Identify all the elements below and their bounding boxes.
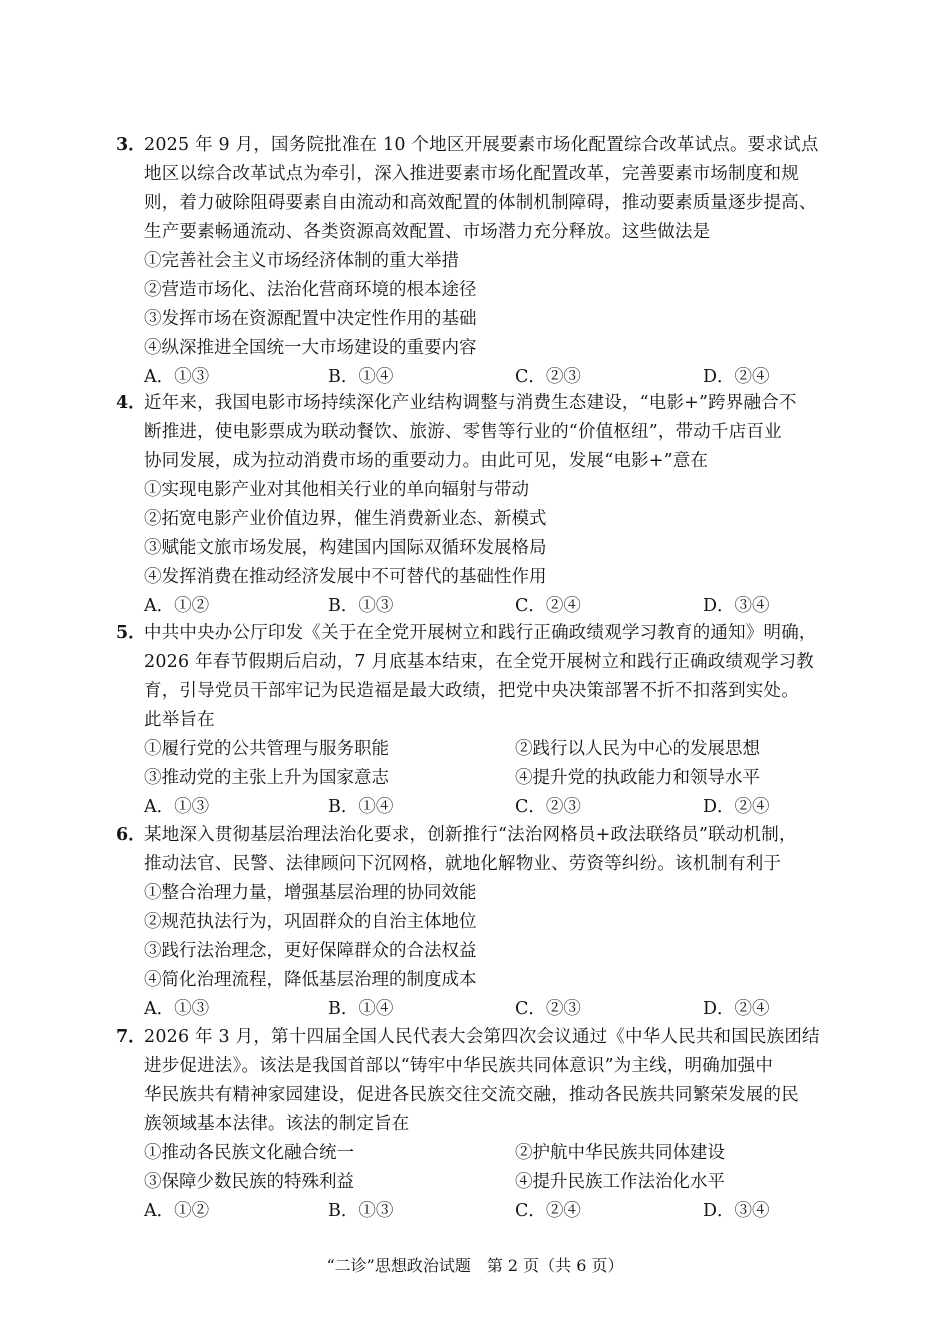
question-number: 7． xyxy=(116,1027,146,1047)
question-number: 6． xyxy=(116,825,146,845)
choice-c: C．②④ xyxy=(515,1201,581,1221)
question-stem-line: 育，引导党员干部牢记为民造福是最大政绩，把党中央决策部署不折不扣落到实处。 xyxy=(144,681,799,701)
statement-option-2: ②拓宽电影产业价值边界，催生消费新业态、新模式 xyxy=(144,509,547,529)
statement-option-3: ③发挥市场在资源配置中决定性作用的基础 xyxy=(144,309,477,329)
choice-a: A．①② xyxy=(144,596,210,616)
question-stem-line: 中共中央办公厅印发《关于在全党开展树立和践行正确政绩观学习教育的通知》明确， xyxy=(144,623,817,643)
statement-option-1: ①推动各民族文化融合统一 xyxy=(144,1143,354,1163)
statement-option-3: ③赋能文旅市场发展，构建国内国际双循环发展格局 xyxy=(144,538,547,558)
question-stem-line: 2026 年春节假期后启动，7 月底基本结束，在全党开展树立和践行正确政绩观学习教 xyxy=(144,652,814,672)
statement-option-3: ③推动党的主张上升为国家意志 xyxy=(144,768,389,788)
choice-c: C．②③ xyxy=(515,999,581,1019)
choice-c: C．②④ xyxy=(515,596,581,616)
choice-d: D．②④ xyxy=(703,797,770,817)
choice-d: D．③④ xyxy=(703,596,770,616)
statement-option-2: ②规范执法行为，巩固群众的自治主体地位 xyxy=(144,912,477,932)
choice-a: A．①③ xyxy=(144,999,210,1019)
question-stem-line: 此举旨在 xyxy=(144,710,215,730)
statement-option-2: ②践行以人民为中心的发展思想 xyxy=(515,739,760,759)
question-stem-line: 则，着力破除阻碍要素自由流动和高效配置的体制机制障碍，推动要素质量逐步提高、 xyxy=(144,193,817,213)
question-stem-line: 协同发展，成为拉动消费市场的重要动力。由此可见，发展“电影+”意在 xyxy=(144,451,709,471)
statement-option-3: ③保障少数民族的特殊利益 xyxy=(144,1172,354,1192)
question-stem-line: 近年来，我国电影市场持续深化产业结构调整与消费生态建设，“电影+”跨界融合不 xyxy=(144,393,797,413)
choice-c: C．②③ xyxy=(515,367,581,387)
choice-d: D．②④ xyxy=(703,367,770,387)
question-stem-line: 族领域基本法律。该法的制定旨在 xyxy=(144,1114,410,1134)
statement-option-1: ①整合治理力量，增强基层治理的协同效能 xyxy=(144,883,477,903)
choice-a: A．①② xyxy=(144,1201,210,1221)
choice-d: D．③④ xyxy=(703,1201,770,1221)
statement-option-4: ④提升民族工作法治化水平 xyxy=(515,1172,725,1192)
choice-c: C．②③ xyxy=(515,797,581,817)
question-number: 4． xyxy=(116,393,146,413)
question-stem-line: 2025 年 9 月，国务院批准在 10 个地区开展要素市场化配置综合改革试点。要求试点 xyxy=(144,135,819,155)
question-stem-line: 华民族共有精神家园建设，促进各民族交往交流交融，推动各民族共同繁荣发展的民 xyxy=(144,1085,799,1105)
choice-b: B．①④ xyxy=(328,797,394,817)
statement-option-1: ①实现电影产业对其他相关行业的单向辐射与带动 xyxy=(144,480,529,500)
choice-d: D．②④ xyxy=(703,999,770,1019)
question-stem-line: 断推进，使电影票成为联动餐饮、旅游、零售等行业的“价值枢纽”，带动千店百业 xyxy=(144,422,782,442)
statement-option-2: ②护航中华民族共同体建设 xyxy=(515,1143,725,1163)
choice-b: B．①③ xyxy=(328,1201,394,1221)
statement-option-2: ②营造市场化、法治化营商环境的根本途径 xyxy=(144,280,477,300)
statement-option-4: ④简化治理流程，降低基层治理的制度成本 xyxy=(144,970,477,990)
statement-option-1: ①完善社会主义市场经济体制的重大举措 xyxy=(144,251,459,271)
question-stem-line: 推动法官、民警、法律顾问下沉网格，就地化解物业、劳资等纠纷。该机制有利于 xyxy=(144,854,782,874)
question-stem-line: 地区以综合改革试点为牵引，深入推进要素市场化配置改革，完善要素市场制度和规 xyxy=(144,164,799,184)
statement-option-4: ④提升党的执政能力和领导水平 xyxy=(515,768,760,788)
statement-option-3: ③践行法治理念，更好保障群众的合法权益 xyxy=(144,941,477,961)
question-stem-line: 进步促进法》。该法是我国首部以“铸牢中华民族共同体意识”为主线，明确加强中 xyxy=(144,1056,774,1076)
page-footer: “二诊”思想政治试题 第 2 页（共 6 页） xyxy=(326,1256,624,1275)
choice-a: A．①③ xyxy=(144,797,210,817)
question-stem-line: 某地深入贯彻基层治理法治化要求，创新推行“法治网格员+政法联络员”联动机制， xyxy=(144,825,797,845)
question-number: 5． xyxy=(116,623,146,643)
choice-a: A．①③ xyxy=(144,367,210,387)
statement-option-4: ④纵深推进全国统一大市场建设的重要内容 xyxy=(144,338,477,358)
choice-b: B．①④ xyxy=(328,999,394,1019)
question-number: 3． xyxy=(116,135,146,155)
statement-option-4: ④发挥消费在推动经济发展中不可替代的基础性作用 xyxy=(144,567,547,587)
question-stem-line: 2026 年 3 月，第十四届全国人民代表大会第四次会议通过《中华人民共和国民族团结 xyxy=(144,1027,820,1047)
statement-option-1: ①履行党的公共管理与服务职能 xyxy=(144,739,389,759)
choice-b: B．①④ xyxy=(328,367,394,387)
choice-b: B．①③ xyxy=(328,596,394,616)
question-stem-line: 生产要素畅通流动、各类资源高效配置、市场潜力充分释放。这些做法是 xyxy=(144,222,711,242)
